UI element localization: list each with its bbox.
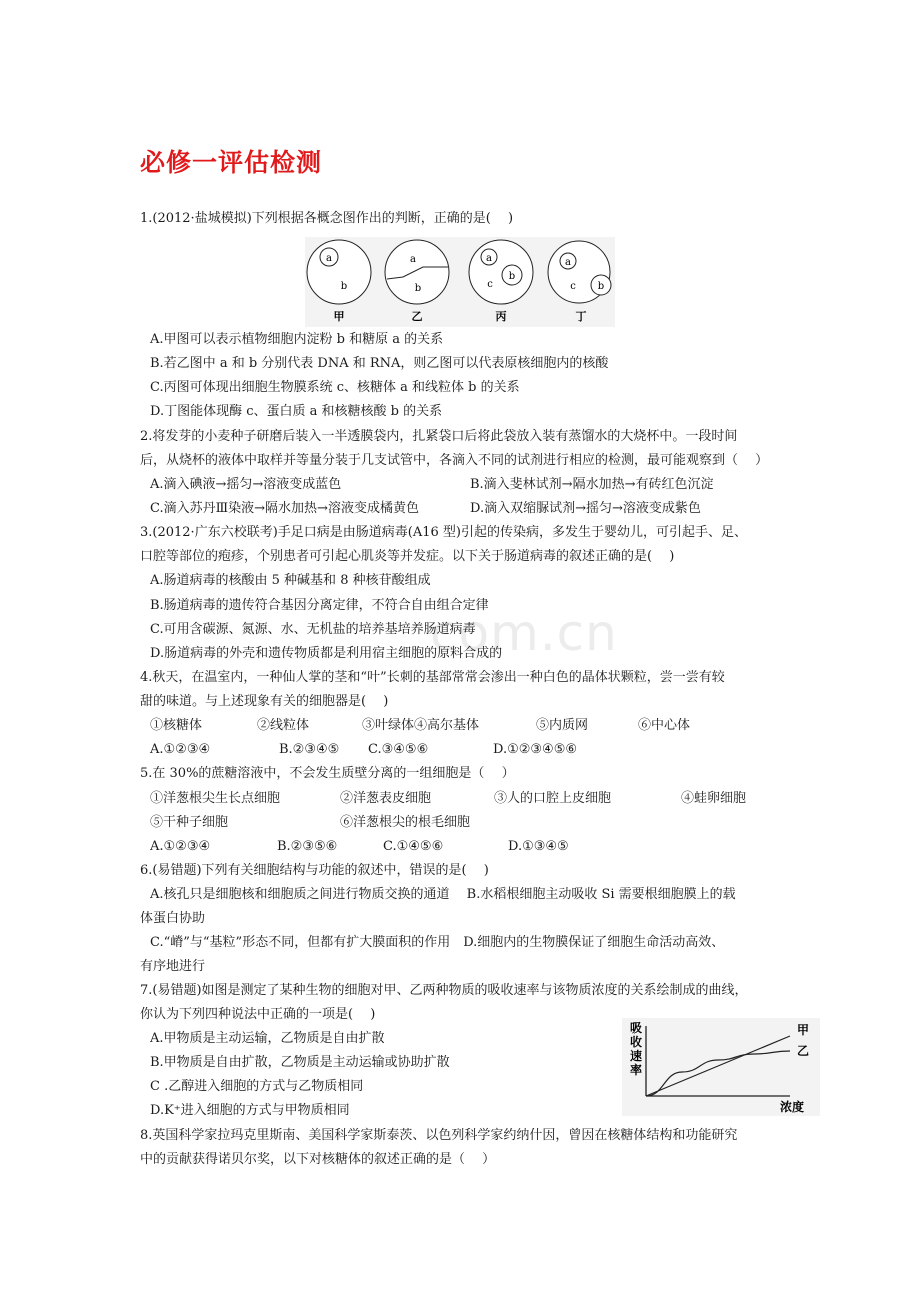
q1-concept-diagrams [305, 237, 615, 327]
chart-ylabel-char-3: 速 [629, 1049, 643, 1063]
q7-option-a: A.甲物质是主动运输，乙物质是自由扩散 [150, 1031, 385, 1046]
q5-item-2: ②洋葱表皮细胞 [340, 791, 432, 806]
q4-item-2: ②线粒体 [257, 718, 310, 733]
diagram-ding-label-a: a [565, 257, 571, 268]
q5-option-a: A.①②③④ [150, 839, 211, 854]
diagram-label-jia: 甲 [333, 310, 345, 323]
diagram-yi-label-a: a [410, 254, 416, 265]
q8-stem-line2: 中的贡献获得诺贝尔奖，以下对核糖体的叙述正确的是（ ） [140, 1152, 496, 1167]
chart-ylabel-char-1: 吸 [629, 1021, 643, 1035]
q4-stem-line1: 4.秋天，在温室内，一种仙人掌的茎和“叶”长刺的基部常常会渗出一种白色的晶体状颗粒，尝一尝有较 [140, 670, 725, 685]
diagram-bing-outer-circle [469, 240, 533, 304]
q6-stem: 6.(易错题)下列有关细胞结构与功能的叙述中，错误的是( ) [140, 863, 489, 878]
q4-item-1: ①核糖体 [150, 718, 203, 733]
q4-item-3-4: ③叶绿体④高尔基体 [362, 718, 480, 733]
q5-option-c: C.①④⑤⑥ [383, 839, 444, 854]
q4-option-d: D.①②③④⑤⑥ [493, 742, 578, 757]
diagram-ding-label-c: c [570, 281, 576, 292]
diagram-bing-label-a: a [486, 253, 492, 264]
diagram-bing-label-b: b [508, 271, 516, 282]
chart-series-label-jia: 甲 [797, 1023, 810, 1037]
q2-stem-line1: 2.将发芽的小麦种子研磨后装入一半透膜袋内，扎紧袋口后将此袋放入装有蒸馏水的大烧杯中。一段时间 [140, 429, 738, 444]
q5-option-d: D.①③④⑤ [508, 839, 569, 854]
q7-option-b: B.甲物质是自由扩散，乙物质是主动运输或协助扩散 [150, 1055, 450, 1070]
chart-ylabel-char-4: 率 [629, 1063, 643, 1077]
q6-line1: A.核孔只是细胞核和细胞质之间进行物质交换的通道 B.水稻根细胞主动吸收 Si 需要根细胞膜上的载 [150, 887, 736, 902]
diagram-yi-label-b: b [414, 283, 422, 294]
q1-option-a: A.甲图可以表示植物细胞内淀粉 b 和糖原 a 的关系 [150, 332, 444, 347]
q2-stem-line2: 后，从烧杯的液体中取样并等量分装于几支试管中，各滴入不同的试剂进行相应的检测，最可能观察到（ ） [140, 453, 769, 468]
q5-item-5: ⑤干种子细胞 [150, 815, 229, 830]
diagram-label-bing: 丙 [495, 310, 507, 323]
q7-stem-line1: 7.(易错题)如图是测定了某种生物的细胞对甲、乙两种物质的吸收速率与该物质浓度的关系绘制成的曲线， [140, 983, 748, 998]
q4-item-6: ⑥中心体 [638, 718, 691, 733]
q7-uptake-rate-chart [622, 1018, 820, 1116]
q6-line2: 体蛋白协助 [140, 911, 206, 926]
q4-option-a: A.①②③④ [150, 742, 211, 757]
q2-option-a: A.滴入碘液→摇匀→溶液变成蓝色 [150, 477, 342, 492]
diagram-jia-label-a: a [326, 253, 332, 264]
diagram-yi-outer-circle [385, 240, 449, 304]
watermark: com.cn [430, 604, 618, 662]
q5-stem: 5.在 30%的蔗糖溶液中，不会发生质壁分离的一组细胞是（ ） [140, 766, 515, 781]
q7-stem-line2: 你认为下列四种说法中正确的一项是( ) [140, 1007, 376, 1022]
q3-option-c: C.可用含碳源、氮源、水、无机盐的培养基培养肠道病毒 [150, 622, 476, 637]
q2-option-d: D.滴入双缩脲试剂→摇匀→溶液变成紫色 [470, 501, 701, 516]
q5-item-3: ③人的口腔上皮细胞 [494, 791, 612, 806]
q4-item-5: ⑤内质网 [536, 718, 589, 733]
diagram-ding-label-b: b [597, 281, 605, 292]
q3-stem-line1: 3.(2012·广东六校联考)手足口病是由肠道病毒(A16 型)引起的传染病，多发生于婴幼儿，可引起手、足、 [140, 525, 747, 540]
q5-item-4: ④蛙卵细胞 [681, 791, 747, 806]
q1-option-d: D.丁图能体现酶 c、蛋白质 a 和核糖核酸 b 的关系 [150, 404, 443, 419]
q3-option-d: D.肠道病毒的外壳和遗传物质都是利用宿主细胞的原料合成的 [150, 646, 503, 661]
q7-option-c: C .乙醇进入细胞的方式与乙物质相同 [150, 1079, 364, 1094]
diagram-label-yi: 乙 [411, 310, 423, 323]
q3-option-a: A.肠道病毒的核酸由 5 种碱基和 8 种核苷酸组成 [150, 573, 431, 588]
q5-option-b: B.②③⑤⑥ [277, 839, 338, 854]
q5-item-6: ⑥洋葱根尖的根毛细胞 [340, 815, 471, 830]
chart-xlabel: 浓度 [779, 1100, 805, 1114]
diagram-jia-label-b: b [340, 281, 348, 292]
q4-stem-line2: 甜的味道。与上述现象有关的细胞器是( ) [140, 694, 389, 709]
diagram-jia-outer-circle [307, 240, 371, 304]
q6-line3: C.“嵴”与“基粒”形态不同，但都有扩大膜面积的作用 D.细胞内的生物膜保证了细胞生命活动高效、 [150, 935, 725, 950]
q6-line4: 有序地进行 [140, 959, 206, 974]
q3-stem-line2: 口腔等部位的疱疹，个别患者可引起心肌炎等并发症。以下关于肠道病毒的叙述正确的是( ) [140, 549, 675, 564]
diagram-bing-label-c: c [487, 279, 493, 290]
q2-option-b: B.滴入斐林试剂→隔水加热→有砖红色沉淀 [470, 477, 714, 492]
diagram-label-ding: 丁 [575, 310, 587, 323]
q1-stem: 1.(2012·盐城模拟)下列根据各概念图作出的判断，正确的是( ) [140, 211, 514, 226]
chart-ylabel-char-2: 收 [629, 1035, 643, 1049]
q3-option-b: B.肠道病毒的遗传符合基因分离定律，不符合自由组合定律 [150, 598, 489, 613]
q1-option-b: B.若乙图中 a 和 b 分别代表 DNA 和 RNA，则乙图可以代表原核细胞内的核酸 [150, 356, 609, 371]
q2-option-c: C.滴入苏丹Ⅲ染液→隔水加热→溶液变成橘黄色 [150, 501, 419, 516]
q4-option-b: B.②③④⑤ [279, 742, 340, 757]
q8-stem-line1: 8.英国科学家拉玛克里斯南、美国科学家斯泰茨、以色列科学家约纳什因，曾因在核糖体结构和功能研究 [140, 1128, 738, 1143]
q7-option-d: D.K⁺进入细胞的方式与甲物质相同 [150, 1103, 350, 1118]
page-title: 必修一评估检测 [140, 148, 323, 177]
q4-option-c: C.③④⑤⑥ [368, 742, 429, 757]
q1-option-c: C.丙图可体现出细胞生物膜系统 c、核糖体 a 和线粒体 b 的关系 [150, 380, 520, 395]
q5-item-1: ①洋葱根尖生长点细胞 [150, 791, 281, 806]
chart-series-label-yi: 乙 [797, 1044, 810, 1058]
